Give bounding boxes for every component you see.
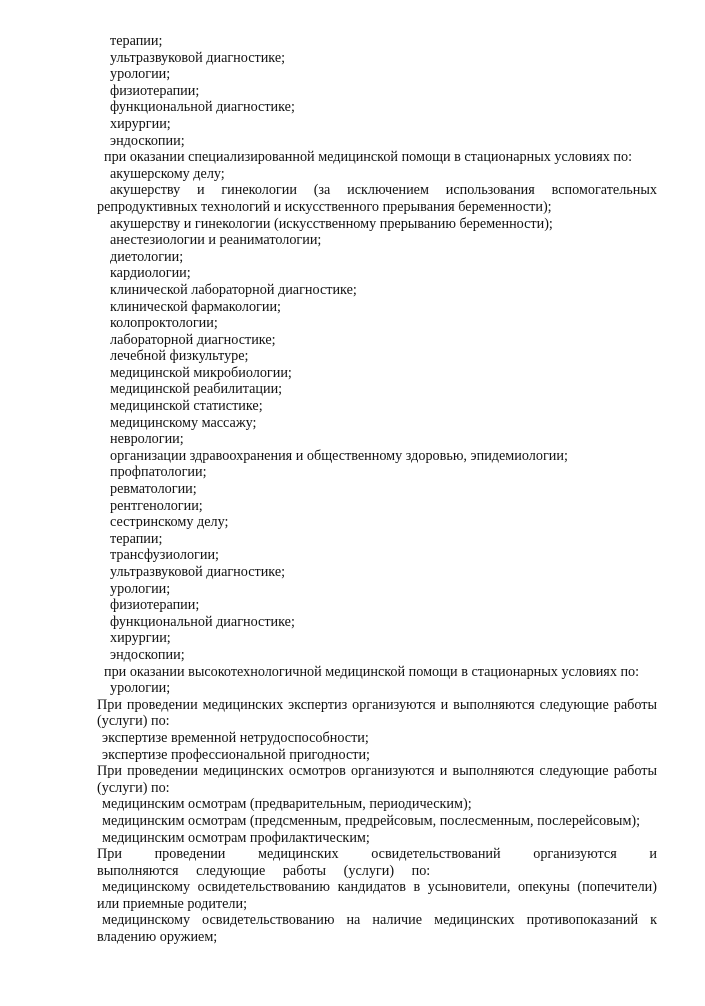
list-item: организации здравоохранения и общественному здоровью, эпидемиологии; [110, 447, 568, 464]
expertise-list [97, 730, 657, 763]
list-item: рентгенологии; [110, 497, 203, 514]
list-item: акушерскому делу; [110, 165, 225, 182]
heading-exams: При проведении медицинских осмотров организуются и выполняются следующие работы (услуги) по: [97, 763, 657, 796]
list-item: медицинской статистике; [110, 398, 263, 415]
list-item: эндоскопии; [110, 646, 185, 663]
outpatient-list [97, 33, 657, 149]
list-item: медицинскому освидетельствованию на наличие медицинских противопоказаний к владению оружием; [97, 912, 657, 946]
list-item: урологии; [110, 580, 171, 597]
hightech-list [97, 680, 657, 697]
list-item: экспертизе временной нетрудоспособности; [102, 729, 369, 746]
exams-list [97, 796, 657, 846]
list-item: медицинской микробиологии; [110, 364, 292, 381]
list-item: неврологии; [110, 431, 184, 448]
list-item: функциональной диагностике; [110, 613, 295, 630]
list-item: физиотерапии; [110, 597, 200, 614]
list-item: урологии; [110, 680, 171, 697]
list-item: ультразвуковой диагностике; [110, 564, 286, 580]
list-item: кардиологии; [110, 265, 191, 282]
list-item: сестринскому делу; [110, 514, 229, 531]
list-item: клинической фармакологии; [110, 298, 281, 315]
heading-expertise: При проведении медицинских экспертиз организуются и выполняются следующие работы (услуги) по: [97, 696, 657, 730]
subheading-hightech: при оказании высокотехнологичной медицинской помощи в стационарных условиях по: [104, 663, 640, 680]
specialized-list [97, 216, 657, 664]
list-item: урологии; [110, 66, 171, 83]
list-item: диетологии; [110, 248, 184, 265]
list-item: медицинской реабилитации; [110, 381, 283, 398]
list-item: трансфузиологии; [110, 547, 219, 564]
list-item: анестезиологии и реаниматологии; [110, 232, 322, 249]
list-item: медицинским осмотрам (предсменным, предрейсовым, послесменным, послерейсовым); [102, 812, 641, 829]
list-item: физиотерапии; [110, 82, 200, 99]
list-item: колопроктологии; [110, 315, 218, 332]
list-item: медицинским осмотрам профилактическим; [102, 829, 370, 846]
list-item: лабораторной диагностике; [110, 331, 276, 348]
list-item: хирургии; [110, 115, 171, 132]
heading-certification: При проведении медицинских освидетельствований организуются и выполняются следующие работы (услуги) по: [97, 846, 657, 879]
subheading-specialized: при оказании специализированной медицинской помощи в стационарных условиях по: [104, 149, 633, 166]
list-item: медицинским осмотрам (предварительным, периодическим); [102, 796, 472, 813]
list-item: акушерству и гинекологии (искусственному прерыванию беременности); [110, 215, 553, 232]
certification-list [97, 879, 657, 945]
list-item: клинической лабораторной диагностике; [110, 281, 357, 298]
list-item: медицинскому освидетельствованию кандидатов в усыновители, опекуны (попечители) или приемные родители; [97, 879, 657, 912]
list-item-long: акушерству и гинекологии (за исключением использования вспомогательных репродуктивных технологий и искусственного прерывания беременности); [97, 182, 657, 215]
list-item: профпатологии; [110, 464, 207, 481]
document-page [97, 33, 657, 946]
list-item: терапии; [110, 530, 163, 547]
list-item: ультразвуковой диагностике; [110, 49, 286, 66]
list-item: терапии; [110, 33, 163, 49]
list-item: ревматологии; [110, 481, 197, 498]
list-item: эндоскопии; [110, 132, 185, 149]
list-item: экспертизе профессиональной пригодности; [102, 746, 370, 763]
list-item: медицинскому массажу; [110, 414, 257, 431]
list-item: функциональной диагностике; [110, 99, 295, 116]
list-item: лечебной физкультуре; [110, 348, 249, 365]
list-item: хирургии; [110, 630, 171, 647]
